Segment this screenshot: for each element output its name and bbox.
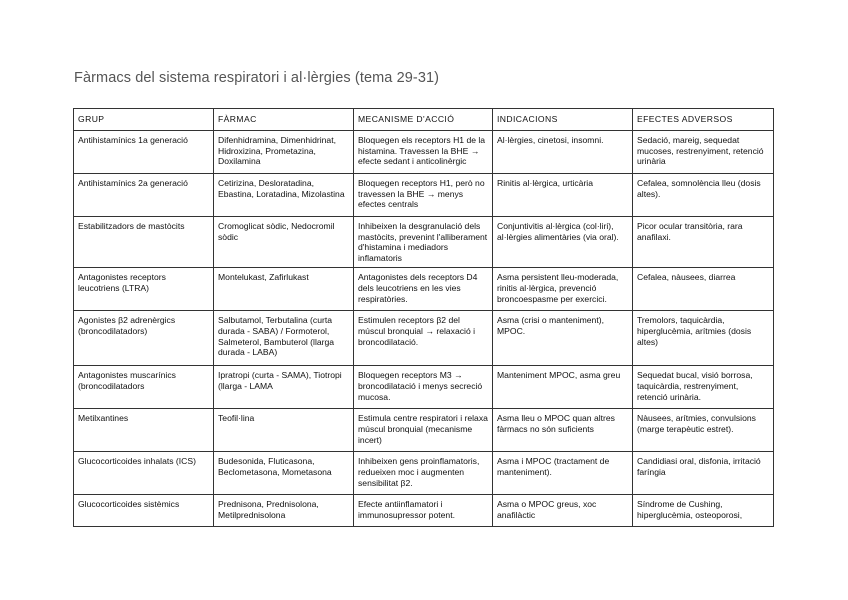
cell-mecanisme: Bloquegen receptors M3 → broncodilatació i menys secreció mucosa. [354,366,493,409]
cell-farmac: Cromoglicat sòdic, Nedocromil sòdic [214,217,354,268]
cell-indicacions: Manteniment MPOC, asma greu [493,366,633,409]
cell-indicacions: Al·lèrgies, cinetosi, insomni. [493,131,633,174]
cell-grup: Metilxantines [74,409,214,452]
drug-table [73,108,774,527]
cell-farmac: Teofil·lina [214,409,354,452]
table-row [74,409,774,452]
table-row [74,311,774,366]
table-row [74,366,774,409]
header-grup: GRUP [74,109,214,131]
cell-efectes: Tremolors, taquicàrdia, hiperglucèmia, arítmies (dosis altes) [633,311,774,366]
table-row [74,452,774,495]
cell-grup: Antihistamínics 1a generació [74,131,214,174]
cell-mecanisme: Inhibeixen gens proinflamatoris, redueixen moc i augmenten sensibilitat β2. [354,452,493,495]
cell-mecanisme: Inhibeixen la desgranulació dels mastòcits, prevenint l'alliberament d'histamina i mediadors inflamatoris [354,217,493,268]
cell-farmac: Difenhidramina, Dimenhidrinat, Hidroxizina, Prometazina, Doxilamina [214,131,354,174]
cell-grup: Agonistes β2 adrenèrgics (broncodilatadors) [74,311,214,366]
cell-grup: Antagonistes muscarínics (broncodilatadors [74,366,214,409]
table-row [74,495,774,527]
table-row [74,174,774,217]
cell-farmac: Prednisona, Prednisolona, Metilprednisolona [214,495,354,527]
cell-grup: Antihistamínics 2a generació [74,174,214,217]
header-efectes: EFECTES ADVERSOS [633,109,774,131]
cell-mecanisme: Efecte antiinflamatori i immunosupressor potent. [354,495,493,527]
cell-indicacions: Asma persistent lleu-moderada, rinitis al·lèrgica, prevenció broncoespasme per exercici. [493,268,633,311]
cell-efectes: Cefalea, somnolència lleu (dosis altes). [633,174,774,217]
header-indicacions: INDICACIONS [493,109,633,131]
cell-efectes: Picor ocular transitòria, rara anafilaxi. [633,217,774,268]
cell-mecanisme: Estimula centre respiratori i relaxa múscul bronquial (mecanisme incert) [354,409,493,452]
cell-grup: Estabilitzadors de mastòcits [74,217,214,268]
header-farmac: FÀRMAC [214,109,354,131]
table-header-row [74,109,774,131]
cell-farmac: Montelukast, Zafirlukast [214,268,354,311]
cell-indicacions: Asma lleu o MPOC quan altres fàrmacs no són suficients [493,409,633,452]
cell-farmac: Budesonida, Fluticasona, Beclometasona, Mometasona [214,452,354,495]
cell-efectes: Nàusees, arítmies, convulsions (marge terapèutic estret). [633,409,774,452]
header-mecanisme: MECANISME D'ACCIÓ [354,109,493,131]
cell-indicacions: Conjuntivitis al·lèrgica (col·liri), al·lèrgies alimentàries (via oral). [493,217,633,268]
cell-efectes: Cefalea, nàusees, diarrea [633,268,774,311]
cell-efectes: Sedació, mareig, sequedat mucoses, restrenyiment, retenció urinària [633,131,774,174]
table-row [74,217,774,268]
document-title: Fàrmacs del sistema respiratori i al·lèrgies (tema 29-31) [74,70,440,86]
cell-mecanisme: Bloquegen els receptors H1 de la histamina. Travessen la BHE → efecte sedant i anticolinèrgic [354,131,493,174]
cell-indicacions: Asma o MPOC greus, xoc anafilàctic [493,495,633,527]
table-row [74,268,774,311]
table-row [74,131,774,174]
cell-grup: Glucocorticoides sistèmics [74,495,214,527]
cell-farmac: Ipratropi (curta - SAMA), Tiotropi (llarga - LAMA [214,366,354,409]
cell-indicacions: Asma i MPOC (tractament de manteniment). [493,452,633,495]
cell-grup: Glucocorticoides inhalats (ICS) [74,452,214,495]
cell-mecanisme: Estimulen receptors β2 del múscul bronquial → relaxació i broncodilatació. [354,311,493,366]
cell-farmac: Cetirizina, Desloratadina, Ebastina, Loratadina, Mizolastina [214,174,354,217]
cell-grup: Antagonistes receptors leucotriens (LTRA) [74,268,214,311]
cell-mecanisme: Antagonistes dels receptors D4 dels leucotriens en les vies respiratòries. [354,268,493,311]
cell-efectes: Síndrome de Cushing, hiperglucèmia, osteoporosi, [633,495,774,527]
cell-farmac: Salbutamol, Terbutalina (curta durada - SABA) / Formoterol, Salmeterol, Bambuterol (llarga durada - LABA) [214,311,354,366]
cell-efectes: Sequedat bucal, visió borrosa, taquicàrdia, restrenyiment, retenció urinària. [633,366,774,409]
cell-indicacions: Asma (crisi o manteniment), MPOC. [493,311,633,366]
cell-efectes: Candidiasi oral, disfonia, irritació faríngia [633,452,774,495]
cell-indicacions: Rinitis al·lèrgica, urticària [493,174,633,217]
cell-mecanisme: Bloquegen receptors H1, però no travessen la BHE → menys efectes centrals [354,174,493,217]
